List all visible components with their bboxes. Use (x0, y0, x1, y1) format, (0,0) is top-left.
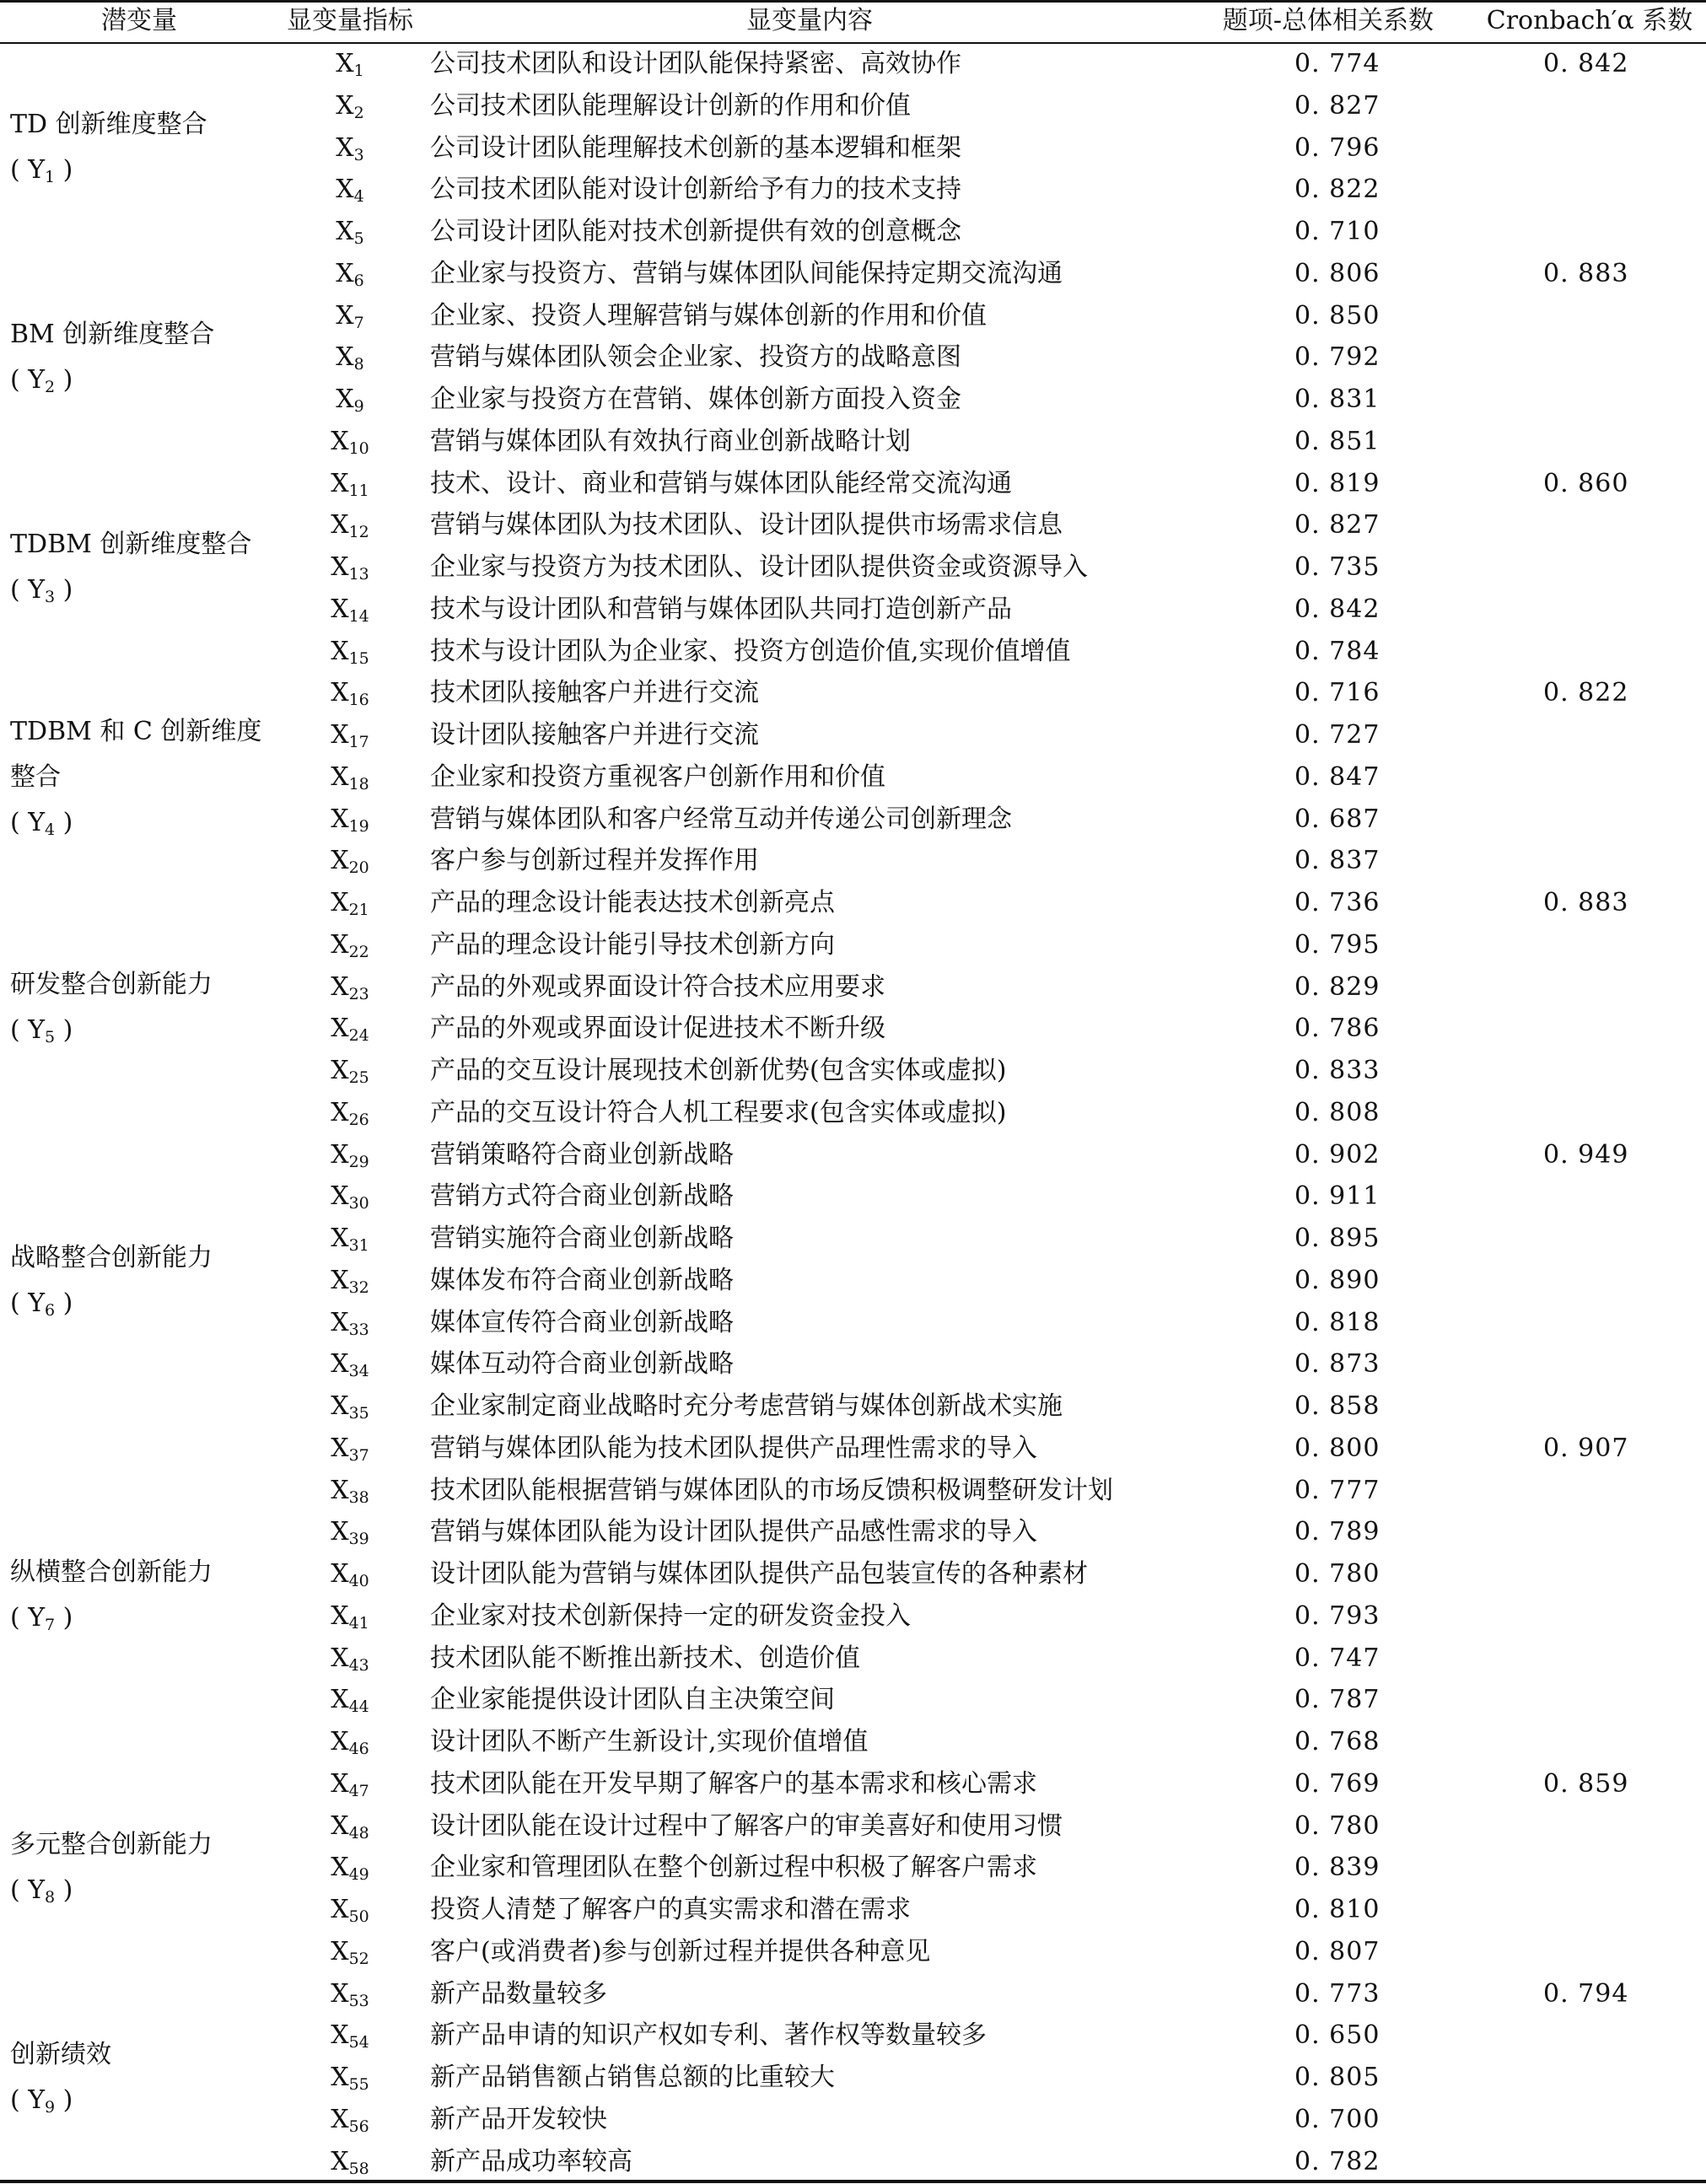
latent-name: TD 创新维度整合 (10, 110, 207, 140)
content-cell: 营销与媒体团队有效执行商业创新战略计划 (430, 426, 911, 456)
content-cell: 技术与设计团队和营销与媒体团队共同打造创新产品 (430, 594, 1012, 624)
indicator-subscript: 50 (348, 1907, 369, 1926)
indicator-subscript: 12 (348, 523, 369, 542)
item-total-cell: 0. 687 (1294, 804, 1380, 834)
indicator-cell: $X_{53}$ (331, 1978, 369, 2010)
indicator-subscript: 31 (348, 1236, 369, 1255)
item-total-cell: 0. 774 (1294, 49, 1380, 78)
content-cell: 产品的外观或界面设计促进技术不断升级 (430, 1014, 885, 1044)
item-total-cell: 0. 795 (1294, 929, 1380, 960)
latent-code-subscript: 6 (45, 1300, 56, 1320)
indicator-subscript: 23 (348, 984, 369, 1003)
indicator-subscript: 49 (348, 1865, 369, 1885)
indicator-subscript: 20 (348, 858, 369, 878)
indicator-subscript: 30 (348, 1194, 369, 1213)
latent-name: 多元整合创新能力 (10, 1830, 213, 1860)
item-total-cell: 0. 796 (1294, 132, 1380, 163)
indicator-cell: $X_{37}$ (331, 1433, 369, 1465)
indicator-subscript: 15 (348, 648, 369, 668)
latent-code: ( $Y_5$ ) (10, 1015, 73, 1047)
indicator-subscript: 54 (348, 2033, 369, 2052)
content-cell: 营销与媒体团队为技术团队、设计团队提供市场需求信息 (430, 510, 1063, 541)
item-total-cell: 0. 847 (1294, 761, 1380, 792)
content-cell: 技术、设计、商业和营销与媒体团队能经常交流沟通 (430, 468, 1012, 498)
indicator-subscript: 37 (348, 1445, 369, 1465)
content-cell: 企业家和管理团队在整个创新过程中积极了解客户需求 (430, 1853, 1037, 1883)
indicator-cell: $X_{13}$ (331, 552, 369, 584)
latent-variable-label (10, 2032, 280, 2123)
item-total-cell: 0. 873 (1294, 1349, 1380, 1380)
indicator-cell: $X_{56}$ (331, 2104, 369, 2136)
indicator-subscript: 55 (348, 2075, 369, 2094)
latent-code-subscript: 5 (45, 1028, 56, 1047)
indicator-cell: $X_{43}$ (331, 1643, 369, 1675)
indicator-subscript: 26 (348, 1110, 369, 1129)
content-cell: 媒体发布符合商业创新战略 (430, 1265, 734, 1295)
indicator-cell: $X_{18}$ (331, 761, 369, 793)
item-total-cell: 0. 780 (1294, 1559, 1380, 1589)
latent-name: 创新绩效 (10, 2039, 111, 2069)
latent-name: 纵横整合创新能力 (10, 1557, 213, 1587)
item-total-cell: 0. 818 (1294, 1307, 1380, 1337)
content-cell: 产品的外观或界面设计符合技术应用要求 (430, 971, 885, 1002)
content-cell: 公司技术团队能理解设计创新的作用和价值 (430, 90, 911, 121)
indicator-cell: $X_2$ (336, 90, 364, 122)
item-total-cell: 0. 831 (1294, 385, 1380, 414)
item-total-cell: 0. 895 (1294, 1224, 1380, 1253)
content-cell: 媒体宣传符合商业创新战略 (430, 1307, 734, 1337)
item-total-cell: 0. 782 (1294, 2146, 1380, 2176)
item-total-cell: 0. 833 (1294, 1056, 1380, 1085)
latent-variable-label (10, 312, 280, 403)
indicator-cell: $X_{30}$ (331, 1181, 369, 1213)
indicator-cell: $X_{24}$ (331, 1014, 369, 1046)
indicator-cell: $X_{19}$ (331, 804, 369, 836)
indicator-cell: $X_{54}$ (331, 2020, 369, 2052)
item-total-cell: 0. 890 (1294, 1265, 1380, 1295)
indicator-subscript: 34 (348, 1362, 369, 1381)
indicator-cell: $X_{35}$ (331, 1391, 369, 1423)
content-cell: 新产品开发较快 (430, 2104, 607, 2134)
item-total-cell: 0. 736 (1294, 888, 1380, 917)
indicator-cell: $X_6$ (336, 258, 364, 290)
header-latent: 潜变量 (101, 6, 177, 35)
indicator-subscript: 24 (348, 1026, 369, 1046)
indicator-subscript: 40 (348, 1572, 369, 1590)
indicator-cell: $X_{49}$ (331, 1853, 369, 1885)
content-cell: 产品的交互设计符合人机工程要求(包含实体或虚拟) (430, 1097, 1007, 1127)
content-cell: 营销与媒体团队能为技术团队提供产品理性需求的导入 (430, 1433, 1037, 1463)
top-rule (0, 0, 1706, 3)
indicator-subscript: 21 (348, 901, 369, 919)
indicator-cell: $X_9$ (336, 385, 364, 416)
indicator-cell: $X_{15}$ (331, 636, 369, 668)
indicator-subscript: 11 (348, 481, 369, 500)
indicator-cell: $X_{26}$ (331, 1097, 369, 1129)
content-cell: 公司技术团队和设计团队能保持紧密、高效协作 (430, 49, 961, 78)
content-cell: 技术与设计团队为企业家、投资方创造价值,实现价值增值 (430, 636, 1071, 666)
indicator-subscript: 3 (353, 145, 364, 164)
item-total-cell: 0. 827 (1294, 510, 1380, 541)
indicator-cell: $X_{20}$ (331, 846, 369, 878)
item-total-cell: 0. 735 (1294, 552, 1380, 582)
header-content: 显变量内容 (746, 6, 873, 35)
content-cell: 产品的交互设计展现技术创新优势(包含实体或虚拟) (430, 1056, 1007, 1085)
item-total-cell: 0. 786 (1294, 1014, 1380, 1044)
latent-variable-label (10, 1822, 280, 1913)
latent-code-subscript: 7 (45, 1615, 56, 1634)
latent-code: ( $Y_8$ ) (10, 1875, 73, 1907)
item-total-cell: 0. 787 (1294, 1685, 1380, 1715)
item-total-cell: 0. 784 (1294, 636, 1380, 666)
latent-variable-label (10, 102, 280, 193)
latent-variable-label (10, 1235, 280, 1326)
cronbach-alpha-cell: 0. 949 (1543, 1139, 1629, 1170)
item-total-cell: 0. 829 (1294, 971, 1380, 1002)
content-cell: 媒体互动符合商业创新战略 (430, 1349, 734, 1380)
indicator-subscript: 19 (348, 816, 369, 836)
indicator-subscript: 9 (353, 397, 364, 416)
item-total-cell: 0. 769 (1294, 1768, 1380, 1799)
item-total-cell: 0. 902 (1294, 1139, 1380, 1170)
item-total-cell: 0. 911 (1294, 1181, 1380, 1212)
latent-variable-label (10, 709, 280, 846)
indicator-cell: $X_{32}$ (331, 1265, 369, 1297)
item-total-cell: 0. 773 (1294, 1978, 1380, 2009)
latent-code: ( $Y_3$ ) (10, 574, 73, 606)
content-cell: 企业家能提供设计团队自主决策空间 (430, 1685, 835, 1715)
indicator-cell: $X_{48}$ (331, 1810, 369, 1842)
content-cell: 产品的理念设计能表达技术创新亮点 (430, 888, 835, 917)
indicator-subscript: 32 (348, 1278, 369, 1297)
content-cell: 营销策略符合商业创新战略 (430, 1139, 734, 1170)
content-cell: 营销与媒体团队和客户经常互动并传递公司创新理念 (430, 804, 1012, 834)
latent-code-subscript: 9 (45, 2097, 56, 2117)
item-total-cell: 0. 768 (1294, 1727, 1380, 1756)
indicator-cell: $X_{17}$ (331, 720, 369, 751)
indicator-subscript: 44 (348, 1697, 369, 1717)
indicator-cell: $X_{46}$ (331, 1727, 369, 1758)
latent-name: 战略整合创新能力 (10, 1242, 213, 1272)
item-total-cell: 0. 842 (1294, 594, 1380, 624)
item-total-cell: 0. 850 (1294, 300, 1380, 331)
indicator-cell: $X_{23}$ (331, 971, 369, 1003)
cronbach-alpha-cell: 0. 883 (1543, 888, 1629, 917)
indicator-cell: $X_{52}$ (331, 1936, 369, 1968)
indicator-subscript: 58 (348, 2159, 369, 2178)
cronbach-alpha-cell: 0. 842 (1543, 49, 1629, 78)
item-total-cell: 0. 716 (1294, 678, 1380, 708)
content-cell: 营销实施符合商业创新战略 (430, 1224, 734, 1253)
indicator-cell: $X_{34}$ (331, 1349, 369, 1381)
latent-code: ( $Y_4$ ) (10, 807, 73, 839)
indicator-cell: $X_{44}$ (331, 1685, 369, 1717)
item-total-cell: 0. 819 (1294, 468, 1380, 498)
indicator-subscript: 5 (353, 229, 364, 248)
content-cell: 设计团队能在设计过程中了解客户的审美喜好和使用习惯 (430, 1810, 1063, 1841)
content-cell: 企业家、投资人理解营销与媒体创新的作用和价值 (430, 300, 987, 331)
item-total-cell: 0. 780 (1294, 1810, 1380, 1841)
latent-code: ( $Y_6$ ) (10, 1288, 73, 1320)
content-cell: 公司技术团队能对设计创新给予有力的技术支持 (430, 175, 961, 205)
indicator-cell: $X_{31}$ (331, 1224, 369, 1255)
latent-variable-label (10, 522, 280, 613)
content-cell: 设计团队接触客户并进行交流 (430, 720, 759, 750)
latent-code-subscript: 8 (45, 1888, 56, 1907)
latent-code: ( $Y_9$ ) (10, 2084, 73, 2117)
indicator-subscript: 4 (353, 187, 364, 207)
indicator-cell: $X_{22}$ (331, 929, 369, 961)
item-total-cell: 0. 727 (1294, 720, 1380, 750)
indicator-cell: $X_{12}$ (331, 510, 369, 542)
latent-code-subscript: 3 (45, 587, 56, 606)
indicator-subscript: 41 (348, 1613, 369, 1633)
latent-name: TDBM 和 C 创新维度 (10, 716, 262, 746)
latent-name: 研发整合创新能力 (10, 970, 213, 1000)
content-cell: 投资人清楚了解客户的真实需求和潜在需求 (430, 1895, 911, 1924)
indicator-subscript: 7 (353, 313, 364, 332)
content-cell: 营销与媒体团队能为设计团队提供产品感性需求的导入 (430, 1517, 1037, 1547)
item-total-cell: 0. 807 (1294, 1936, 1380, 1966)
indicator-cell: $X_{50}$ (331, 1895, 369, 1926)
indicator-cell: $X_1$ (336, 49, 364, 80)
indicator-cell: $X_{16}$ (331, 678, 369, 710)
header-cronbach: Cronbach′α 系数 (1486, 6, 1693, 35)
indicator-cell: $X_{10}$ (331, 426, 369, 458)
indicator-cell: $X_8$ (336, 342, 364, 374)
indicator-subscript: 48 (348, 1823, 369, 1842)
indicator-cell: $X_7$ (336, 300, 364, 332)
content-cell: 新产品销售额占销售总额的比重较大 (430, 2063, 835, 2092)
content-cell: 技术团队能不断推出新技术、创造价值 (430, 1643, 860, 1673)
indicator-subscript: 14 (348, 606, 369, 626)
item-total-cell: 0. 800 (1294, 1433, 1380, 1463)
latent-name: BM 创新维度整合 (10, 320, 215, 350)
item-total-cell: 0. 710 (1294, 217, 1380, 246)
indicator-subscript: 47 (348, 1781, 369, 1800)
bottom-rule (0, 2180, 1706, 2183)
indicator-subscript: 29 (348, 1152, 369, 1171)
content-cell: 企业家与投资方在营销、媒体创新方面投入资金 (430, 385, 961, 414)
content-cell: 企业家与投资方、营销与媒体团队间能保持定期交流沟通 (430, 258, 1063, 288)
indicator-subscript: 25 (348, 1068, 369, 1087)
content-cell: 企业家和投资方重视客户创新作用和价值 (430, 761, 885, 792)
indicator-subscript: 38 (348, 1487, 369, 1507)
indicator-cell: $X_{21}$ (331, 888, 369, 919)
item-total-cell: 0. 789 (1294, 1517, 1380, 1547)
cronbach-alpha-cell: 0. 907 (1543, 1433, 1629, 1463)
content-cell: 新产品申请的知识产权如专利、著作权等数量较多 (430, 2020, 987, 2051)
item-total-cell: 0. 837 (1294, 846, 1380, 876)
latent-variable-label (10, 962, 280, 1053)
indicator-subscript: 17 (348, 733, 369, 751)
item-total-cell: 0. 792 (1294, 342, 1380, 373)
content-cell: 设计团队能为营销与媒体团队提供产品包装宣传的各种素材 (430, 1559, 1088, 1589)
item-total-cell: 0. 839 (1294, 1853, 1380, 1883)
indicator-cell: $X_{58}$ (331, 2146, 369, 2178)
indicator-subscript: 18 (348, 774, 369, 793)
content-cell: 技术团队接触客户并进行交流 (430, 678, 759, 708)
indicator-cell: $X_{41}$ (331, 1600, 369, 1633)
content-cell: 设计团队不断产生新设计,实现价值增值 (430, 1727, 869, 1756)
indicator-subscript: 2 (353, 103, 364, 122)
item-total-cell: 0. 747 (1294, 1643, 1380, 1673)
latent-name-cont: 整合 (10, 761, 61, 792)
header-item-total: 题项-总体相关系数 (1222, 6, 1434, 35)
content-cell: 公司设计团队能对技术创新提供有效的创意概念 (430, 217, 961, 246)
indicator-cell: $X_{38}$ (331, 1475, 369, 1507)
content-cell: 产品的理念设计能引导技术创新方向 (430, 929, 835, 960)
content-cell: 新产品成功率较高 (430, 2146, 632, 2176)
content-cell: 企业家对技术创新保持一定的研发资金投入 (430, 1600, 911, 1631)
item-total-cell: 0. 858 (1294, 1391, 1380, 1421)
indicator-subscript: 22 (348, 942, 369, 961)
indicator-cell: $X_{29}$ (331, 1139, 369, 1171)
item-total-cell: 0. 808 (1294, 1097, 1380, 1127)
cronbach-alpha-cell: 0. 794 (1543, 1978, 1629, 2009)
indicator-cell: $X_{40}$ (331, 1559, 369, 1590)
item-total-cell: 0. 851 (1294, 426, 1380, 456)
indicator-subscript: 13 (348, 565, 369, 584)
indicator-cell: $X_{11}$ (331, 468, 369, 500)
item-total-cell: 0. 650 (1294, 2020, 1380, 2051)
indicator-subscript: 35 (348, 1404, 369, 1423)
latent-name: TDBM 创新维度整合 (10, 529, 252, 559)
indicator-subscript: 46 (348, 1740, 369, 1758)
cronbach-alpha-cell: 0. 883 (1543, 258, 1629, 288)
latent-code: ( $Y_1$ ) (10, 155, 73, 187)
indicator-cell: $X_4$ (336, 175, 364, 207)
indicator-subscript: 6 (353, 271, 364, 290)
item-total-cell: 0. 777 (1294, 1475, 1380, 1505)
latent-variable-label (10, 1550, 280, 1641)
latent-code: ( $Y_7$ ) (10, 1602, 73, 1634)
indicator-subscript: 16 (348, 691, 369, 710)
latent-code: ( $Y_2$ ) (10, 365, 73, 397)
item-total-cell: 0. 700 (1294, 2104, 1380, 2134)
content-cell: 客户(或消费者)参与创新过程并提供各种意见 (430, 1936, 931, 1966)
indicator-cell: $X_{47}$ (331, 1768, 369, 1800)
cronbach-alpha-cell: 0. 859 (1543, 1768, 1629, 1799)
content-cell: 企业家制定商业战略时充分考虑营销与媒体创新战术实施 (430, 1391, 1063, 1421)
header-indicator: 显变量指标 (287, 6, 413, 35)
item-total-cell: 0. 805 (1294, 2063, 1380, 2092)
latent-code-subscript: 2 (45, 378, 56, 397)
indicator-subscript: 53 (348, 1991, 369, 2010)
item-total-cell: 0. 793 (1294, 1600, 1380, 1631)
item-total-cell: 0. 822 (1294, 175, 1380, 205)
content-cell: 公司设计团队能理解技术创新的基本逻辑和框架 (430, 132, 961, 163)
content-cell: 营销方式符合商业创新战略 (430, 1181, 734, 1212)
item-total-cell: 0. 806 (1294, 258, 1380, 288)
indicator-cell: $X_{14}$ (331, 594, 369, 626)
indicator-subscript: 8 (353, 355, 364, 374)
indicator-cell: $X_{25}$ (331, 1056, 369, 1087)
indicator-subscript: 43 (348, 1655, 369, 1675)
indicator-cell: $X_3$ (336, 132, 364, 164)
content-cell: 技术团队能在开发早期了解客户的基本需求和核心需求 (430, 1768, 1037, 1799)
indicator-cell: $X_{39}$ (331, 1517, 369, 1549)
content-cell: 客户参与创新过程并发挥作用 (430, 846, 759, 876)
indicator-subscript: 1 (353, 62, 364, 80)
indicator-subscript: 52 (348, 1949, 369, 1968)
item-total-cell: 0. 827 (1294, 90, 1380, 121)
indicator-subscript: 56 (348, 2117, 369, 2136)
indicator-cell: $X_5$ (336, 217, 364, 248)
cronbach-alpha-cell: 0. 822 (1543, 678, 1629, 708)
indicator-cell: $X_{33}$ (331, 1307, 369, 1339)
item-total-cell: 0. 810 (1294, 1895, 1380, 1924)
indicator-subscript: 33 (348, 1320, 369, 1339)
content-cell: 新产品数量较多 (430, 1978, 607, 2009)
cronbach-alpha-cell: 0. 860 (1543, 468, 1629, 498)
indicator-subscript: 10 (348, 438, 369, 458)
content-cell: 营销与媒体团队领会企业家、投资方的战略意图 (430, 342, 961, 373)
content-cell: 技术团队能根据营销与媒体团队的市场反馈积极调整研发计划 (430, 1475, 1113, 1505)
indicator-subscript: 39 (348, 1530, 369, 1549)
latent-code-subscript: 4 (45, 820, 56, 839)
indicator-cell: $X_{55}$ (331, 2063, 369, 2094)
content-cell: 企业家与投资方为技术团队、设计团队提供资金或资源导入 (430, 552, 1088, 582)
latent-code-subscript: 1 (45, 168, 56, 187)
